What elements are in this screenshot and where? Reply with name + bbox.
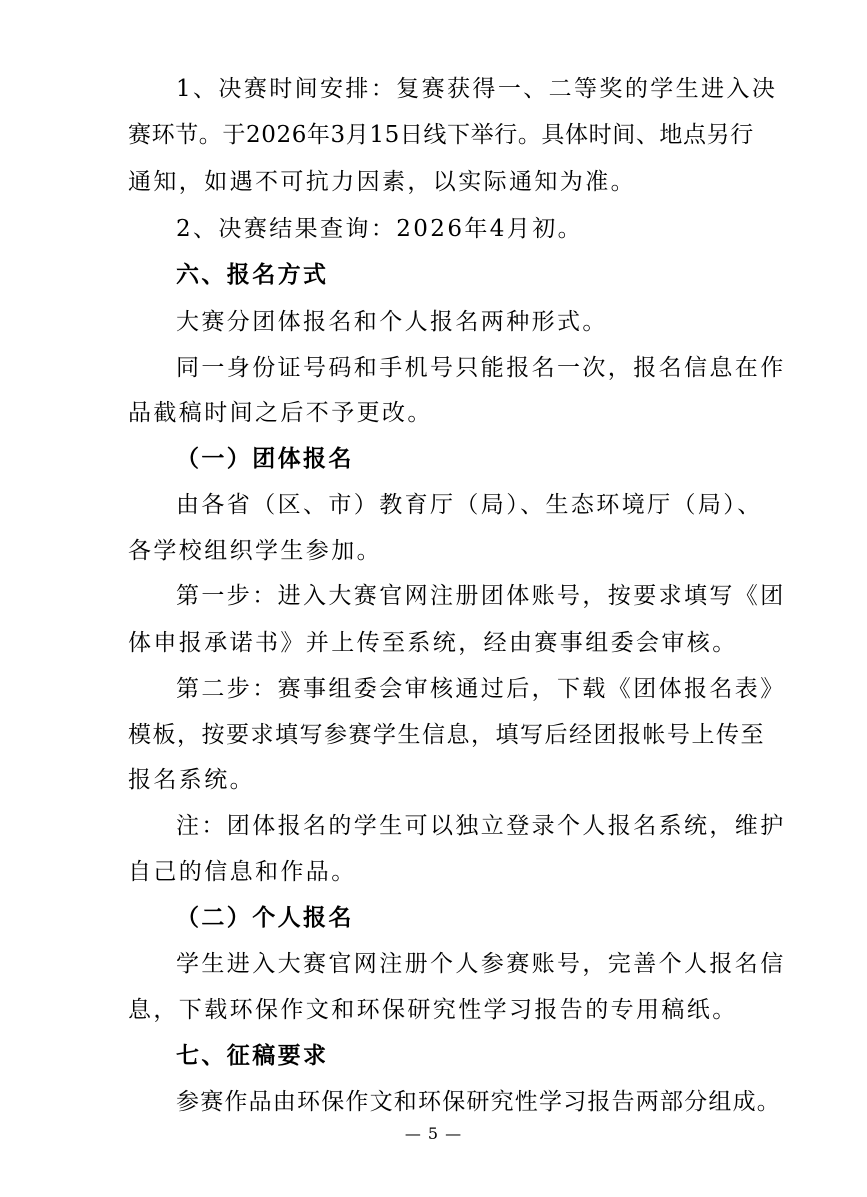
paragraph-line: 学生进入大赛官网注册个人参赛账号，完善个人报名信: [176, 951, 786, 977]
paragraph-line: 通知，如遇不可抗力因素，以实际通知为准。: [128, 169, 636, 195]
paragraph-line: 息，下载环保作文和环保研究性学习报告的专用稿纸。: [128, 997, 738, 1023]
page-number: — 5 —: [404, 1124, 463, 1143]
paragraph-line: 第一步：进入大赛官网注册团体账号，按要求填写《团: [176, 583, 786, 609]
paragraph-line: 由各省（区、市）教育厅（局）、生态环境厅（局）、: [176, 492, 763, 518]
paragraph-line: 赛环节。于2026年3月15日线下举行。具体时间、地点另行: [128, 122, 754, 148]
paragraph-line: 2、决赛结果查询：2026年4月初。: [176, 216, 583, 242]
paragraph-line: 第二步：赛事组委会审核通过后，下载《团体报名表》: [176, 676, 786, 702]
section-heading: 七、征稿要求: [176, 1043, 329, 1069]
paragraph-line: 体申报承诺书》并上传至系统，经由赛事组委会审核。: [128, 630, 738, 656]
paragraph-line: 品截稿时间之后不予更改。: [128, 400, 433, 426]
paragraph-line: 模板，按要求填写参赛学生信息，填写后经团报帐号上传至: [128, 722, 765, 748]
paragraph-line: 报名系统。: [128, 767, 255, 793]
section-heading: 六、报名方式: [176, 262, 329, 288]
paragraph-line: 自己的信息和作品。: [128, 859, 357, 885]
paragraph-line: 大赛分团体报名和个人报名两种形式。: [176, 309, 608, 335]
paragraph-line: 参赛作品由环保作文和环保研究性学习报告两部分组成。: [176, 1089, 781, 1115]
paragraph-line: 各学校组织学生参加。: [128, 538, 382, 564]
paragraph-line: 1、决赛时间安排：复赛获得一、二等奖的学生进入决: [176, 76, 778, 102]
subsection-heading: （一）团体报名: [176, 446, 354, 472]
paragraph-line: 注：团体报名的学生可以独立登录个人报名系统，维护: [176, 813, 786, 839]
subsection-heading: （二）个人报名: [176, 905, 354, 931]
paragraph-line: 同一身份证号码和手机号只能报名一次，报名信息在作: [176, 355, 786, 381]
